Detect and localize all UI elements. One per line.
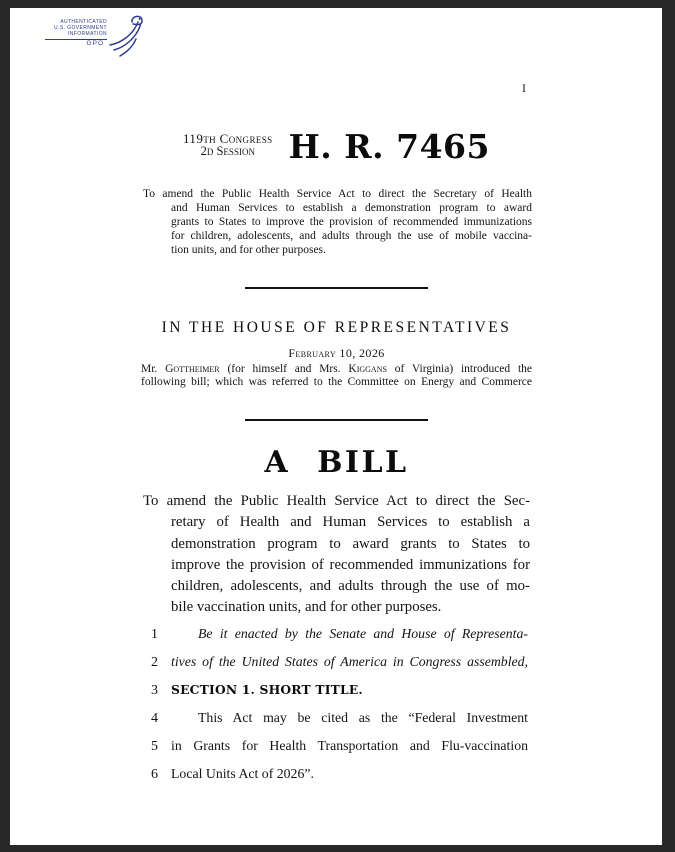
line-number: 2 <box>151 655 158 670</box>
bill-body-text: This Act may be cited as the “Federal Investment <box>198 710 528 725</box>
gpo-logo-text-line: AUTHENTICATED <box>60 19 107 25</box>
document-page <box>10 8 662 845</box>
bill-header <box>143 128 530 166</box>
preamble-paragraph <box>143 187 532 257</box>
summary-line: improve the provision of recommended immunizations for <box>171 556 530 573</box>
gpo-logo-text <box>45 12 107 47</box>
line-number: 6 <box>151 767 158 782</box>
congress-session-block <box>183 128 273 158</box>
preamble-line: To amend the Public Health Service Act to direct the Secretary of Health <box>143 188 532 200</box>
summary-line: children, adolescents, and adults through the use of mo- <box>171 578 530 595</box>
line-number: 1 <box>151 627 158 642</box>
bill-body-line <box>141 704 532 732</box>
congress-label: 119th Congress <box>183 131 273 146</box>
sponsor-paragraph <box>141 363 532 389</box>
eagle-swoosh-icon <box>109 12 145 58</box>
preamble-line: grants to States to improve the provision of recommended immunizations <box>171 216 532 228</box>
gpo-authentication-logo <box>45 12 145 58</box>
gpo-logo-text-line: U.S. GOVERNMENT <box>54 25 107 31</box>
preamble-line: for children, adolescents, and adults through the use of mobile vaccina- <box>171 230 532 242</box>
summary-line: To amend the Public Health Service Act to direct the Sec- <box>143 493 530 509</box>
separator-rule <box>245 419 428 421</box>
session-label: 2d Session <box>200 144 255 158</box>
sponsor-line: following bill; which was referred to the Committee on Energy and Commerce <box>141 376 532 389</box>
bill-body-line <box>141 676 532 704</box>
sponsor-line <box>141 363 532 376</box>
bill-summary-paragraph <box>143 491 530 619</box>
introduction-date: February 10, 2026 <box>288 346 385 360</box>
gpo-label: GPO <box>45 39 107 47</box>
chamber-heading: IN THE HOUSE OF REPRESENTATIVES <box>161 319 512 336</box>
bill-body-line <box>141 732 532 760</box>
bill-body-text: in Grants for Health Transportation and Flu-vaccination <box>171 738 528 753</box>
summary-line: demonstration program to award grants to States to <box>171 535 530 552</box>
line-number: 4 <box>151 711 158 726</box>
cosponsor-name: Kiggans <box>348 363 387 375</box>
page-marker: I <box>522 81 526 95</box>
preamble-line: and Human Services to establish a demonstration program to award <box>171 202 532 214</box>
bill-number: H. R. 7465 <box>288 127 490 166</box>
bill-body-line <box>141 760 532 788</box>
sponsor-text: of Virginia) introduced the <box>386 363 533 375</box>
sponsor-text: (for himself and Mrs. <box>219 363 349 375</box>
sponsor-text: Mr. <box>141 363 166 375</box>
bill-body-line <box>141 620 532 648</box>
summary-line: retary of Health and Human Services to establish a <box>171 514 530 531</box>
preamble-line: tion units, and for other purposes. <box>171 244 326 256</box>
summary-line: bile vaccination units, and for other purposes. <box>171 599 442 616</box>
bill-body-text: Be it enacted by the Senate and House of Representa- <box>198 626 528 641</box>
bill-title-heading: A BILL <box>264 445 409 480</box>
bill-body-line <box>141 648 532 676</box>
bill-body-text: Local Units Act of 2026”. <box>171 766 314 781</box>
bill-body <box>141 620 532 788</box>
bill-body-text: SECTION 1. SHORT TITLE. <box>171 682 363 697</box>
line-number: 3 <box>151 683 158 698</box>
separator-rule <box>245 287 428 289</box>
sponsor-name: Gottheimer <box>165 363 220 375</box>
line-number: 5 <box>151 739 158 754</box>
bill-body-text: tives of the United States of America in Congress assembled, <box>171 654 528 669</box>
gpo-logo-text-line: INFORMATION <box>67 31 107 37</box>
